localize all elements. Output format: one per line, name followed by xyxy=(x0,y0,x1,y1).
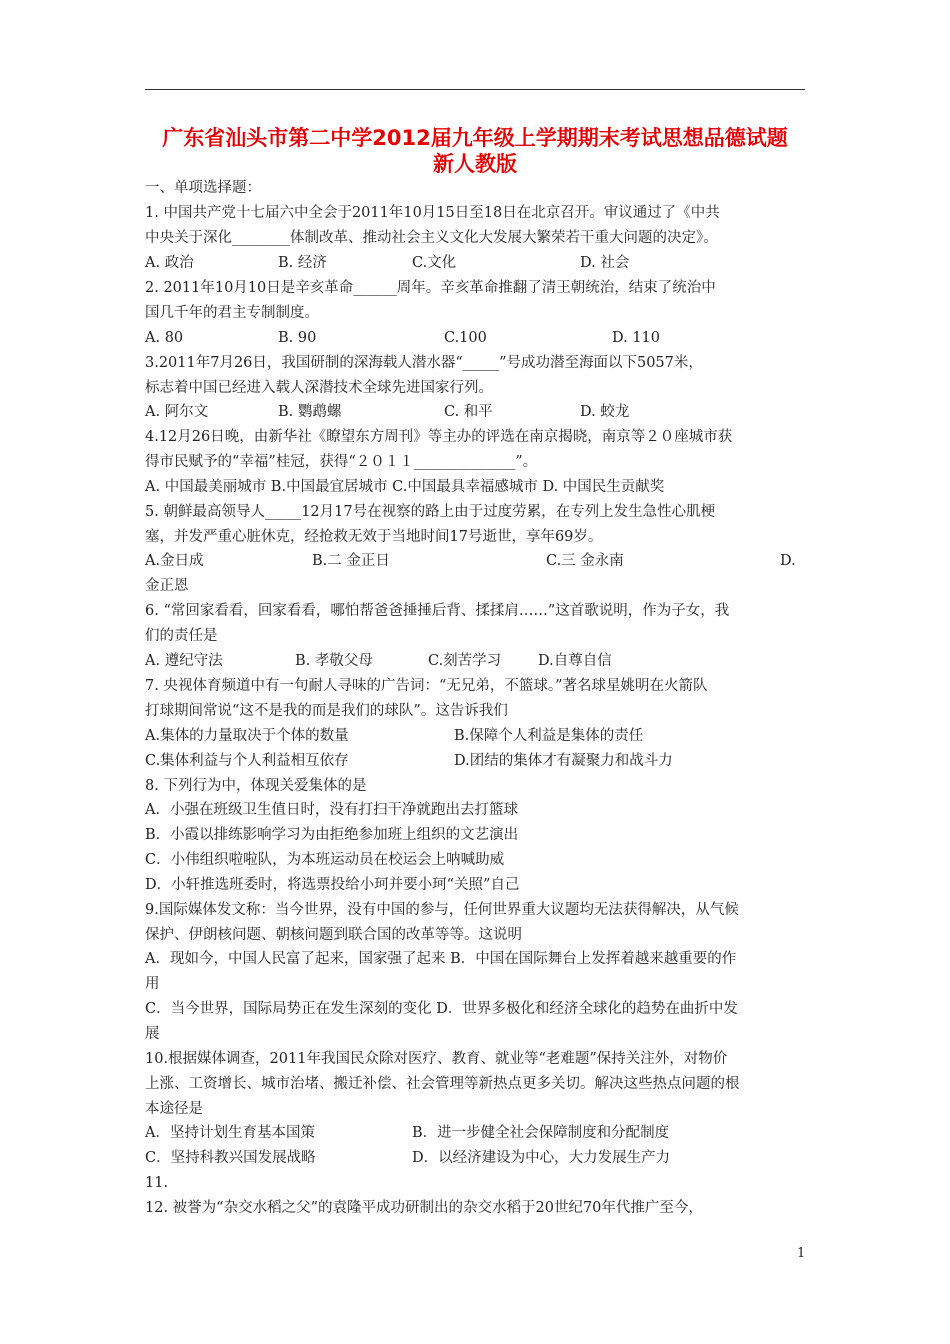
q2-option-b: B. 90 xyxy=(278,330,317,346)
section-heading: 一、单项选择题： xyxy=(145,180,261,196)
q7-option-d: D.团结的集体才有凝聚力和战斗力 xyxy=(454,753,673,769)
q6-option-b: B. 孝敬父母 xyxy=(295,653,373,669)
q1-option-b: B. 经济 xyxy=(278,255,327,271)
q4-line1: 4.12月26日晚，由新华社《瞭望东方周刊》等主办的评选在南京揭晓，南京等２０座城市获 xyxy=(145,429,733,445)
q4-options: A. 中国最美丽城市 B.中国最宜居城市 C.中国最具幸福感城市 D. 中国民生贡献奖 xyxy=(145,479,665,495)
q8-line1: 8. 下列行为中，体现关爱集体的是 xyxy=(145,778,367,794)
q1-option-a: A. 政治 xyxy=(145,255,194,271)
q3-option-a: A. 阿尔文 xyxy=(145,404,209,420)
q10-line3: 本途径是 xyxy=(145,1101,203,1117)
header-rule xyxy=(145,89,805,90)
q3-option-b: B. 鹦鹉螺 xyxy=(278,404,342,420)
page-number: 1 xyxy=(797,1246,806,1261)
q5-option-c: C.三 金永南 xyxy=(546,553,624,569)
q10-option-b: B．进一步健全社会保障制度和分配制度 xyxy=(412,1125,670,1141)
q10-option-a: A．坚持计划生育基本国策 xyxy=(145,1125,315,1141)
q9-line1: 9.国际媒体发文称：当今世界，没有中国的参与，任何世界重大议题均无法获得解决，从气候 xyxy=(145,902,739,918)
q3-line1: 3.2011年7月26日，我国研制的深海载人潜水器“_____”号成功潜至海面以下5057米， xyxy=(145,355,703,371)
document-title: 广东省汕头市第二中学2012届九年级上学期期末考试思想品德试题 xyxy=(162,126,788,150)
q2-line1: 2. 2011年10月10日是辛亥革命______周年。辛亥革命推翻了清王朝统治，结束了统治中 xyxy=(145,280,716,296)
q2-option-c: C.100 xyxy=(444,330,487,346)
q6-line1: 6. “常回家看看，回家看看，哪怕帮爸爸捶捶后背、揉揉肩……”这首歌说明，作为子女，我 xyxy=(145,603,730,619)
q9-line6: 展 xyxy=(145,1026,160,1042)
q1-option-d: D. 社会 xyxy=(580,255,630,271)
q5-option-d: D. xyxy=(780,553,796,569)
q6-option-a: A. 遵纪守法 xyxy=(145,653,223,669)
q7-option-c: C.集体利益与个人利益相互依存 xyxy=(145,753,349,769)
q1-option-c: C.文化 xyxy=(412,255,457,271)
q8-option-d: D．小轩推选班委时，将选票投给小珂并要小珂“关照”自己 xyxy=(145,877,520,893)
q10-option-d: D．以经济建设为中心，大力发展生产力 xyxy=(412,1150,671,1166)
q4-line2: 得市民赋予的“幸福”桂冠，获得“２０１１______________”。 xyxy=(145,454,538,470)
q5-line1: 5. 朝鲜最高领导人_____12月17号在视察的路上由于过度劳累，在专列上发生急性心肌梗 xyxy=(145,504,716,520)
q3-option-d: D. 蛟龙 xyxy=(580,404,630,420)
q9-line3: A．现如今，中国人民富了起来，国家强了起来 B．中国在国际舞台上发挥着越来越重要的作 xyxy=(145,951,737,967)
q5-option-b: B.二 金正日 xyxy=(312,553,390,569)
q3-option-c: C. 和平 xyxy=(444,404,493,420)
document-subtitle: 新人教版 xyxy=(433,152,517,176)
q10-line1: 10.根据媒体调查，2011年我国民众除对医疗、教育、就业等“老难题”保持关注外，对物价 xyxy=(145,1051,728,1067)
q3-line2: 标志着中国已经进入载人深潜技术全球先进国家行列。 xyxy=(145,380,493,396)
q8-option-b: B．小霞以排练影响学习为由拒绝参加班上组织的文艺演出 xyxy=(145,827,519,843)
q10-option-c: C．坚持科教兴国发展战略 xyxy=(145,1150,316,1166)
q8-option-a: A．小强在班级卫生值日时，没有打扫干净就跑出去打篮球 xyxy=(145,802,518,818)
q8-option-c: C．小伟组织啦啦队，为本班运动员在校运会上呐喊助威 xyxy=(145,852,505,868)
q6-line2: 们的责任是 xyxy=(145,628,218,644)
q11-line: 11. xyxy=(145,1175,169,1191)
q10-line2: 上涨、工资增长、城市治堵、搬迁补偿、社会管理等新热点更多关切。解决这些热点问题的根 xyxy=(145,1076,740,1092)
q5-option-a: A.金日成 xyxy=(145,553,204,569)
q7-line2: 打球期间常说“这不是我的而是我们的球队”。这告诉我们 xyxy=(145,703,508,719)
q9-line5: C．当今世界，国际局势正在发生深刻的变化 D．世界多极化和经济全球化的趋势在曲折中发 xyxy=(145,1001,738,1017)
q5-line2: 塞，并发严重心脏休克，经抢救无效于当地时间17号逝世，享年69岁。 xyxy=(145,529,603,545)
q7-line1: 7. 央视体育频道中有一句耐人寻味的广告词：“无兄弟，不篮球。”著名球星姚明在火箭队 xyxy=(145,678,708,694)
q2-option-d: D. 110 xyxy=(612,330,661,346)
q7-option-b: B.保障个人利益是集体的责任 xyxy=(454,728,644,744)
q9-line2: 保护、伊朗核问题、朝核问题到联合国的改革等等。这说明 xyxy=(145,927,522,943)
q6-option-c: C.刻苦学习 xyxy=(428,653,502,669)
q12-line1: 12. 被誉为“杂交水稻之父”的袁隆平成功研制出的杂交水稻于20世纪70年代推广至今， xyxy=(145,1200,703,1216)
q9-line4: 用 xyxy=(145,976,160,992)
q2-line2: 国几千年的君主专制制度。 xyxy=(145,305,319,321)
q6-option-d: D.自尊自信 xyxy=(538,653,612,669)
q2-option-a: A. 80 xyxy=(145,330,184,346)
q5-line3: 金正恩 xyxy=(145,578,189,594)
q1-line2: 中央关于深化________体制改革、推动社会主义文化大发展大繁荣若干重大问题的决定》。 xyxy=(145,230,718,246)
q1-line1: 1. 中国共产党十七届六中全会于2011年10月15日至18日在北京召开。审议通过了《中共 xyxy=(145,205,720,221)
q7-option-a: A.集体的力量取决于个体的数量 xyxy=(145,728,349,744)
